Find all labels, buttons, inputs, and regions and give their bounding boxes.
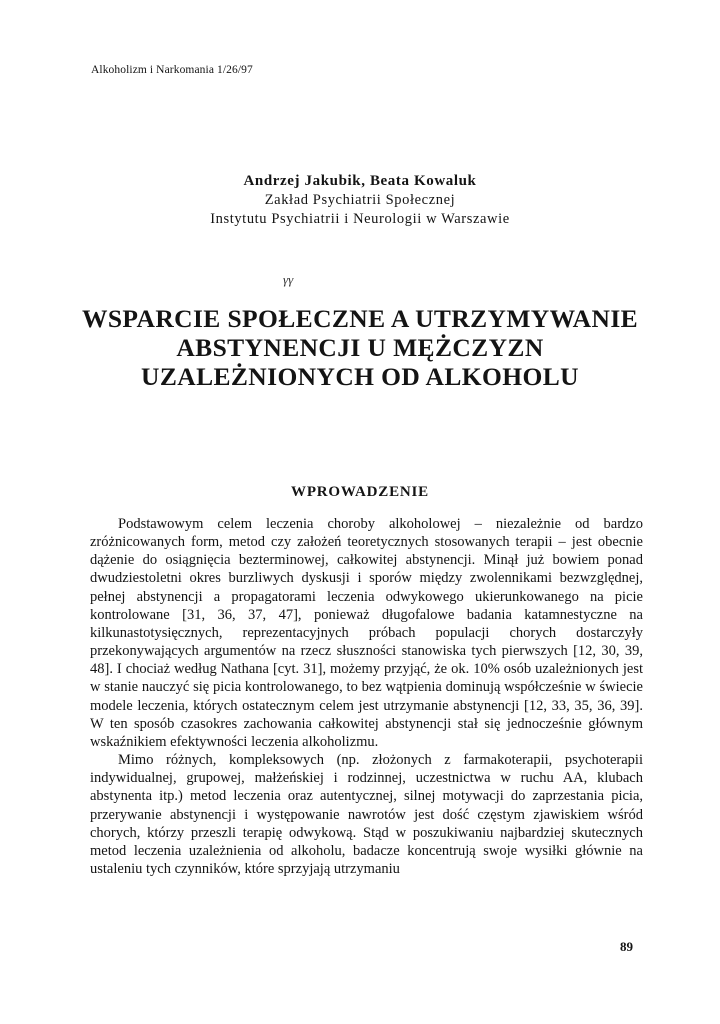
paragraph-2: Mimo różnych, kompleksowych (np. złożonych z farmakoterapii, psychoterapii indywidualnej, grupowej, małżeńskiej i rodzinnej, uczestnictwa w ruchu AA, klubach abstynenta itp.) metod leczenia oraz autentycznej, silnej motywacji do zaprzestania picia, przerywanie abstynencji i występowanie nawrotów jest dość częstym zjawiskiem wśród chorych, którzy przeszli terapię odwykową. Stąd w poszukiwaniu najbardziej skutecznych metod leczenia uzależnienia od alkoholu, badacze koncentrują swoje wysiłki głównie na ustaleniu tych czynników, które sprzyjają utrzymaniu — [90, 752, 643, 877]
title-line-3: UZALEŻNIONYCH OD ALKOHOLU — [141, 362, 579, 391]
body-text — [90, 515, 643, 878]
author-block — [60, 172, 660, 229]
affiliation-line-2: Instytutu Psychiatrii i Neurologii w Warszawie — [210, 211, 510, 227]
handwritten-mark: γγ — [283, 272, 294, 287]
paper-title — [60, 304, 660, 391]
journal-header: Alkoholizm i Narkomania 1/26/97 — [91, 64, 253, 76]
section-heading: WPROWADZENIE — [291, 484, 429, 500]
title-line-1: WSPARCIE SPOŁECZNE A UTRZYMYWANIE — [81, 304, 639, 333]
title-line-2: ABSTYNENCJI U MĘŻCZYZN — [176, 333, 544, 362]
paragraph-1: Podstawowym celem leczenia choroby alkoholowej – niezależnie od bardzo zróżnicowanych form, metod czy założeń teoretycznych stosowanych terapii – jest obecnie dążenie do osiągnięcia bezterminowej, całkowitej abstynencji. Minął już bowiem ponad dwudziestoletni okres burzliwych dyskusji i sporów między zwolennikami bezwzględnej, pełnej abstynencji a propagatorami leczenia odwykowego ukierunkowanego na picie kontrolowane [31, 36, 37, 47], ponieważ długofalowe badania katamnestyczne na kilkunastotysięcznych, reprezentacyjnych próbach populacji chorych dostarczyły przekonywających argumentów na rzecz słuszności stanowiska tych pierwszych [12, 30, 39, 48]. I chociaż według Nathana [cyt. 31], możemy przyjąć, że ok. 10% osób uzależnionych jest w stanie nauczyć się picia kontrolowanego, to bez wątpienia dominują współcześnie w świecie modele leczenia, których ostatecznym celem jest utrzymanie abstynencji [12, 33, 35, 36, 39]. W ten sposób czasokres zachowania całkowitej abstynencji stał się jednocześnie głównym wskaźnikiem efektywności leczenia alkoholizmu. — [90, 516, 643, 750]
page-number: 89 — [620, 939, 633, 954]
author-names: Andrzej Jakubik, Beata Kowaluk — [243, 173, 477, 189]
affiliation-line-1: Zakład Psychiatrii Społecznej — [264, 192, 456, 208]
